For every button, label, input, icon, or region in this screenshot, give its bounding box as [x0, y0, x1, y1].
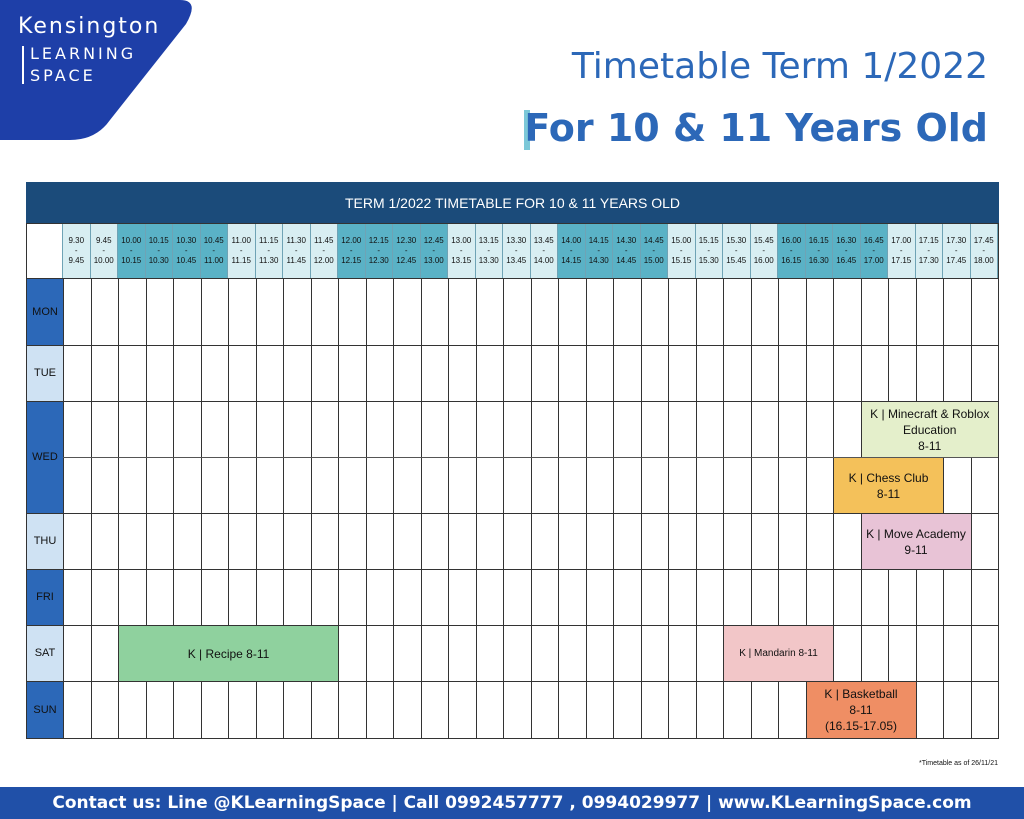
time-slot-header: 11.00 - 11.15: [228, 224, 256, 278]
time-slot-header: 15.30 - 15.45: [723, 224, 751, 278]
grid-column-line: [586, 278, 587, 738]
grid-column-line: [476, 278, 477, 738]
grid-column-line: [63, 278, 64, 738]
time-slot-header: 10.45 - 11.00: [201, 224, 229, 278]
grid-row-line: [27, 345, 998, 346]
time-slot-header: 12.30 - 12.45: [393, 224, 421, 278]
event-text-line: K | Basketball: [824, 687, 898, 701]
time-slot-header: 14.45 - 15.00: [641, 224, 669, 278]
grid-column-line: [641, 278, 642, 738]
grid-column-line: [971, 278, 972, 738]
event-text-line: 8-11: [849, 703, 873, 717]
logo-space-text: SPACE: [30, 66, 96, 85]
logo-brand-text: Kensington: [18, 14, 161, 39]
time-slot-header: 13.30 - 13.45: [503, 224, 531, 278]
logo-learning-text: LEARNING: [30, 44, 137, 63]
time-slot-header: 13.00 - 13.15: [448, 224, 476, 278]
time-slot-header: 11.30 - 11.45: [283, 224, 311, 278]
event-text-line: K | Minecraft & Roblox: [870, 406, 990, 421]
event-text-line: Education: [903, 422, 957, 437]
time-slot-header: 13.15 - 13.30: [476, 224, 504, 278]
timetable-corner: [27, 224, 63, 278]
grid-row-line: [27, 401, 998, 402]
event-text-line: K | Move Academy: [866, 526, 966, 541]
event-text-line: (16.15-17.05): [824, 719, 898, 733]
grid-column-line: [613, 278, 614, 738]
time-slot-header: 14.00 - 14.15: [558, 224, 586, 278]
time-slot-header: 14.30 - 14.45: [613, 224, 641, 278]
time-slot-header: 15.00 - 15.15: [668, 224, 696, 278]
grid-column-line: [943, 278, 944, 738]
event-text-line: 9-11: [904, 542, 928, 557]
time-slot-header: 13.45 - 14.00: [531, 224, 559, 278]
grid-row-line: [27, 278, 998, 279]
time-slot-header: 12.15 - 12.30: [366, 224, 394, 278]
grid-column-line: [366, 278, 367, 738]
time-slot-header: 16.00 - 16.15: [778, 224, 806, 278]
grid-row-line: [27, 569, 998, 570]
time-slot-header: 10.30 - 10.45: [173, 224, 201, 278]
time-slot-header: 10.15 - 10.30: [146, 224, 174, 278]
page-subtitle: For 10 & 11 Years Old: [524, 106, 988, 150]
timetable-event[interactable]: [119, 626, 338, 681]
grid-column-line: [448, 278, 449, 738]
time-slot-header: 17.30 - 17.45: [943, 224, 971, 278]
event-text-line: K | Chess Club: [848, 470, 929, 485]
timetable-date-note: *Timetable as of 26/11/21: [919, 760, 998, 767]
time-slot-header: 16.45 - 17.00: [861, 224, 889, 278]
time-slot-header: 14.15 - 14.30: [586, 224, 614, 278]
time-slot-header: 17.45 - 18.00: [971, 224, 999, 278]
brand-logo: [0, 0, 200, 140]
grid-column-line: [696, 278, 697, 738]
time-slot-header: 15.15 - 15.30: [696, 224, 724, 278]
day-label-thu: THU: [27, 513, 63, 569]
time-slot-header: 17.15 - 17.30: [916, 224, 944, 278]
time-slot-header: 17.00 - 17.15: [888, 224, 916, 278]
event-text-line: K | Mandarin 8-11: [739, 647, 818, 659]
timetable-header: TERM 1/2022 TIMETABLE FOR 10 & 11 YEARS OLD: [26, 182, 999, 223]
time-slot-header: 11.15 - 11.30: [256, 224, 284, 278]
time-slot-header: 12.45 - 13.00: [421, 224, 449, 278]
time-slot-header: 9.30 - 9.45: [63, 224, 91, 278]
timetable-grid: [26, 223, 999, 739]
grid-column-line: [91, 278, 92, 738]
grid-column-line: [668, 278, 669, 738]
contact-bar: Contact us: Line @KLearningSpace | Call 0992457777 , 0994029977 | www.KLearningSpace.com: [0, 787, 1024, 819]
timetable-event[interactable]: [862, 402, 999, 457]
time-slot-header: 16.15 - 16.30: [806, 224, 834, 278]
time-slot-header: 16.30 - 16.45: [833, 224, 861, 278]
day-label-wed: WED: [27, 401, 63, 513]
grid-column-line: [421, 278, 422, 738]
event-text-line: K | Recipe 8-11: [187, 646, 270, 661]
time-slot-header: 15.45 - 16.00: [751, 224, 779, 278]
timetable-event[interactable]: [862, 514, 971, 569]
timetable-event[interactable]: [807, 682, 916, 738]
time-slot-header: 10.00 - 10.15: [118, 224, 146, 278]
time-slot-header: 12.00 - 12.15: [338, 224, 366, 278]
day-label-fri: FRI: [27, 569, 63, 625]
grid-column-line: [338, 278, 339, 738]
grid-row-line: [27, 513, 998, 514]
timetable: [26, 182, 999, 739]
grid-column-line: [998, 278, 999, 738]
timetable-event[interactable]: [724, 626, 833, 681]
logo-divider: [22, 46, 24, 84]
grid-column-line: [558, 278, 559, 738]
day-label-sat: SAT: [27, 625, 63, 681]
day-label-mon: MON: [27, 278, 63, 345]
page-title: Timetable Term 1/2022: [571, 46, 988, 87]
grid-column-line: [503, 278, 504, 738]
grid-column-line: [531, 278, 532, 738]
event-text-line: 8-11: [918, 438, 942, 453]
timetable-event[interactable]: [834, 458, 943, 513]
time-slot-header: 11.45 - 12.00: [311, 224, 339, 278]
day-label-tue: TUE: [27, 345, 63, 401]
day-label-sun: SUN: [27, 681, 63, 738]
time-slot-header: 9.45 - 10.00: [91, 224, 119, 278]
grid-column-line: [393, 278, 394, 738]
event-text-line: 8-11: [876, 486, 901, 501]
